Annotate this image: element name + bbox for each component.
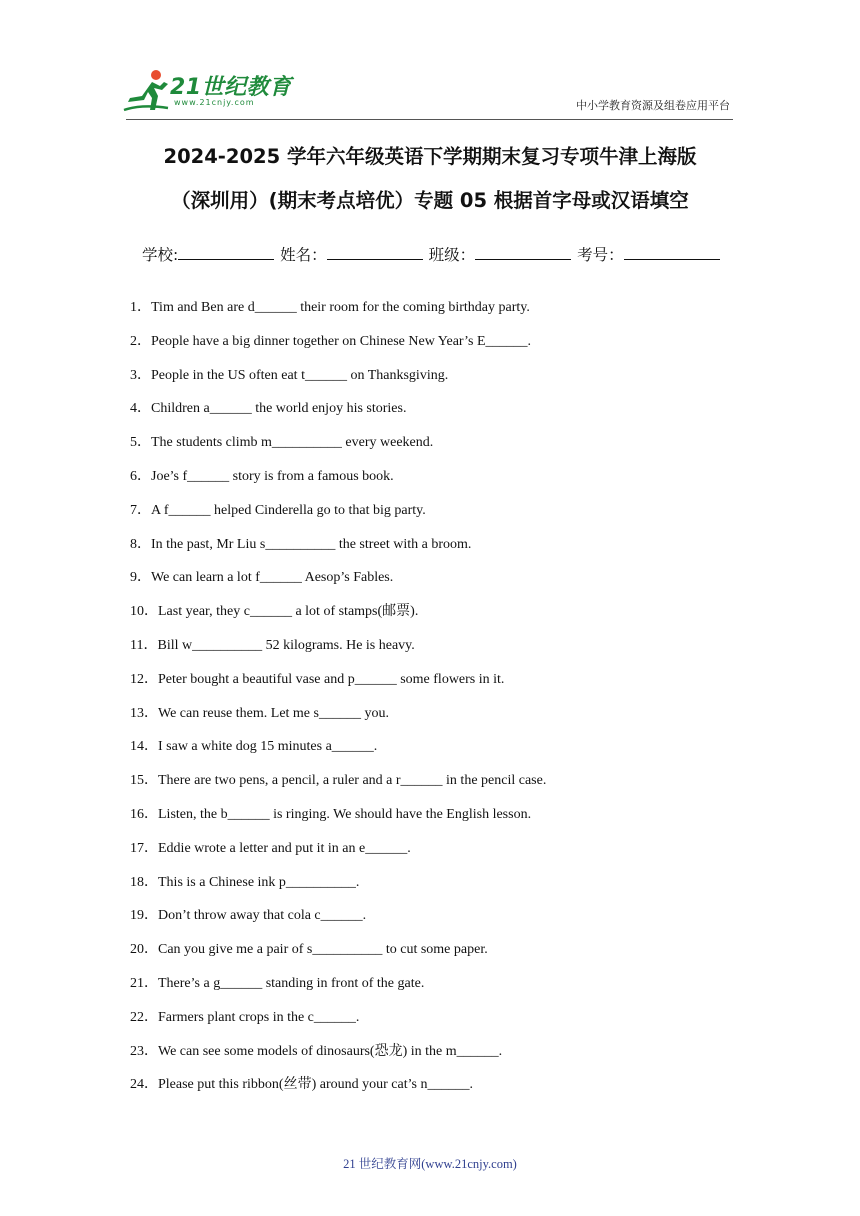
question-item: 7．A f______ helped Cinderella go to that big party. xyxy=(130,502,426,518)
question-item: 10．Last year, they c______ a lot of stamps(邮票). xyxy=(130,604,419,620)
page-footer: 21 世纪教育网(www.21cnjy.com) xyxy=(343,1157,517,1171)
logo-url: www.21cnjy.com xyxy=(174,98,255,107)
question-item: 5．The students climb m__________ every weekend. xyxy=(130,435,434,451)
question-item: 18．This is a Chinese ink p__________. xyxy=(130,874,360,890)
page-title-line-2: （深圳用）(期末考点培优）专题 05 根据首字母或汉语填空 xyxy=(171,189,689,212)
page-title-line-1: 2024-2025 学年六年级英语下学期期末复习专项牛津上海版 xyxy=(163,145,697,168)
class-label: 班级： xyxy=(428,246,476,264)
question-item: 11．Bill w__________ 52 kilograms. He is heavy. xyxy=(130,637,415,653)
question-item: 17．Eddie wrote a letter and put it in an e______. xyxy=(130,840,411,856)
question-item: 8．In the past, Mr Liu s__________ the street with a broom. xyxy=(130,536,472,552)
question-item: 15．There are two pens, a pencil, a ruler and a r______ in the pencil case. xyxy=(130,773,547,789)
site-logo xyxy=(122,68,292,116)
number-blank[interactable] xyxy=(624,245,720,260)
question-item: 20．Can you give me a pair of s__________ to cut some paper. xyxy=(130,942,488,958)
school-blank[interactable] xyxy=(178,245,274,260)
question-item: 23．We can see some models of dinosaurs(恐龙) in the m______. xyxy=(130,1043,503,1059)
question-item: 21．There’s a g______ standing in front of the gate. xyxy=(130,975,425,991)
question-item: 2．People have a big dinner together on Chinese New Year’s E______. xyxy=(130,333,531,349)
school-label: 学校: xyxy=(142,246,179,264)
question-list xyxy=(130,296,770,1107)
page-header xyxy=(0,0,860,125)
question-item: 12．Peter bought a beautiful vase and p______ some flowers in it. xyxy=(130,671,505,687)
question-item: 3．People in the US often eat t______ on Thanksgiving. xyxy=(130,367,449,383)
question-item: 1．Tim and Ben are d______ their room for the coming birthday party. xyxy=(130,300,530,315)
header-divider xyxy=(126,119,733,120)
question-item: 22．Farmers plant crops in the c______. xyxy=(130,1009,360,1025)
number-label: 考号： xyxy=(577,246,624,264)
question-item: 9．We can learn a lot f______ Aesop’s Fables. xyxy=(130,570,394,586)
question-item: 16．Listen, the b______ is ringing. We should have the English lesson. xyxy=(130,806,532,822)
question-item: 19．Don’t throw away that cola c______. xyxy=(130,908,367,924)
platform-label: 中小学教育资源及组卷应用平台 xyxy=(576,99,730,112)
question-item: 4．Children a______ the world enjoy his stories. xyxy=(130,401,407,417)
question-item: 13．We can reuse them. Let me s______ you. xyxy=(130,705,389,721)
question-item: 14．I saw a white dog 15 minutes a______. xyxy=(130,739,378,755)
student-info-row xyxy=(142,243,721,265)
question-item: 24．Please put this ribbon(丝带) around your cat’s n______. xyxy=(130,1077,473,1093)
name-blank[interactable] xyxy=(327,245,423,260)
question-item: 6．Joe’s f______ story is from a famous book. xyxy=(130,468,394,484)
name-label: 姓名： xyxy=(280,246,327,264)
class-blank[interactable] xyxy=(475,245,571,260)
logo-text: 21世纪教育 xyxy=(170,75,292,100)
runner-icon xyxy=(122,68,172,116)
